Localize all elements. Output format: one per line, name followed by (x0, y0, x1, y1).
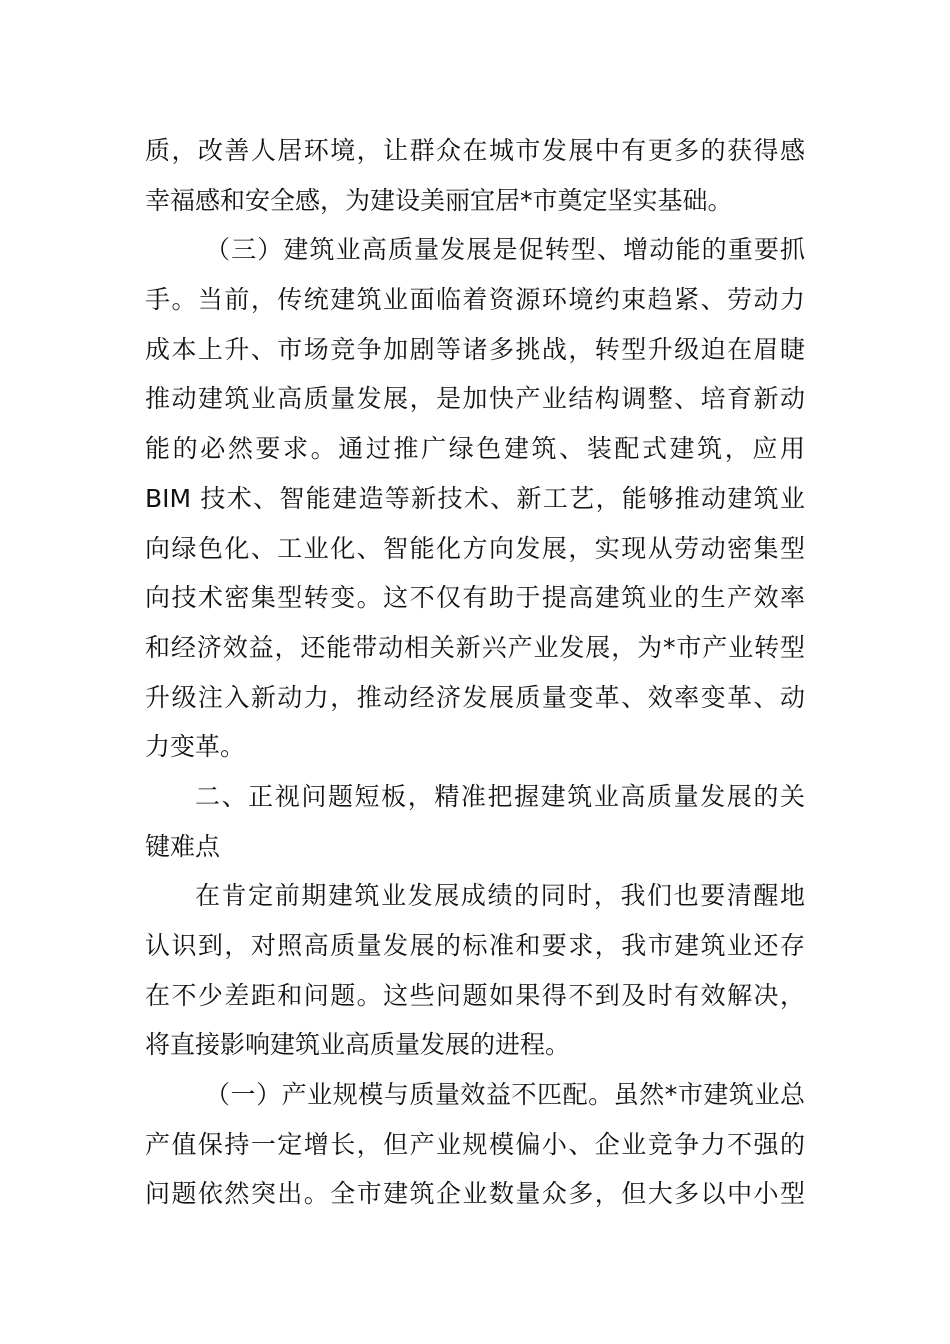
text-line: 质，改善人居环境，让群众在城市发展中有更多的获得感 (145, 136, 805, 165)
text-line: 和经济效益，还能带动相关新兴产业发展，为*市产业转型 (145, 632, 805, 662)
text-line: 在肯定前期建筑业发展成绩的同时，我们也要清醒地 (195, 881, 805, 911)
text-line: 推动建筑业高质量发展，是加快产业结构调整、培育新动 (145, 384, 805, 414)
text-line: BIM 技术、智能建造等新技术、新工艺，能够推动建筑业 (145, 483, 805, 513)
text-line: 手。当前，传统建筑业面临着资源环境约束趋紧、劳动力 (145, 285, 805, 315)
text-line: 幸福感和安全感，为建设美丽宜居*市奠定坚实基础。 (145, 185, 733, 215)
text-line: 认识到，对照高质量发展的标准和要求，我市建筑业还存 (145, 931, 805, 960)
text-line: 向技术密集型转变。这不仅有助于提高建筑业的生产效率 (145, 583, 805, 613)
text-line: 将直接影响建筑业高质量发展的进程。 (145, 1030, 571, 1060)
text-line: 力变革。 (145, 732, 246, 762)
subheading-line: （三）建筑业高质量发展是促转型、增动能的重要抓 (205, 235, 805, 265)
text-line: 能的必然要求。通过推广绿色建筑、装配式建筑，应用 (145, 434, 805, 464)
document-body (145, 126, 805, 1219)
text-line: 成本上升、市场竞争加剧等诸多挑战，转型升级迫在眉睫 (145, 334, 805, 364)
section-heading-line: 键难点 (145, 831, 221, 861)
text-line: 产值保持一定增长，但产业规模偏小、企业竞争力不强的 (145, 1129, 805, 1159)
text-line: 升级注入新动力，推动经济发展质量变革、效率变革、动 (145, 682, 805, 712)
text-line: 问题依然突出。全市建筑企业数量众多，但大多以中小型 (145, 1179, 805, 1209)
subheading-line: （一）产业规模与质量效益不匹配。虽然*市建筑业总 (205, 1080, 805, 1110)
section-heading-line: 二、正视问题短板，精准把握建筑业高质量发展的关 (195, 781, 805, 811)
text-line: 向绿色化、工业化、智能化方向发展，实现从劳动密集型 (145, 533, 805, 563)
text-line: 在不少差距和问题。这些问题如果得不到及时有效解决， (145, 980, 805, 1010)
